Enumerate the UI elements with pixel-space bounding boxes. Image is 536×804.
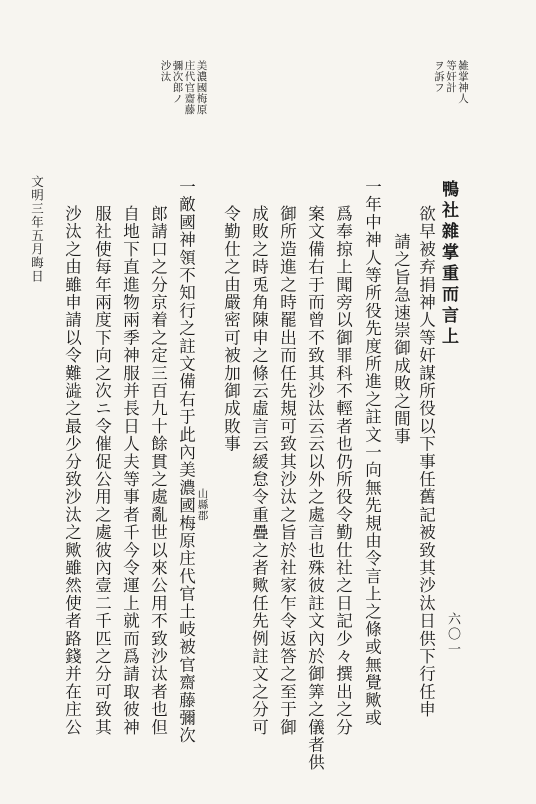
interlinear-note: 山縣郡	[196, 488, 209, 521]
document-title: 鴨社雜掌重而言上	[438, 180, 458, 348]
text-column-12: 服社使每年兩度下向之次ニ令催促公用之處彼內壹二千匹之分可致其	[92, 205, 112, 736]
text-column-9: 一敵國神領不知行之註文備右于此內美濃國梅原庄代官土岐被官齋藤彌次	[176, 178, 196, 745]
text-column-6: 御所造進之時罷出而任先規可致其沙汰之旨於社家乍令返答之至于御	[277, 205, 297, 736]
document-date: 文明三年五月晦日	[29, 175, 45, 283]
margin-note-left-4: 沙汰	[159, 60, 172, 82]
margin-note-right-3: ヲ訴フ	[433, 60, 445, 93]
text-column-7: 成敗之時兎角陳申之條云虛言云緩怠令重疊之者歟任先例註文之分可	[249, 205, 269, 736]
text-column-13: 沙汰之由雖申請以令難澁之最少分致沙汰之歟雖然使者路錢并在庄公	[62, 205, 82, 736]
text-column-3: 一年中神人等所役先度所進之註文一向無先規由令言上之條或無覺歟或	[362, 178, 382, 727]
text-column-1: 欲早被弃捐神人等奸謀所役以下事任舊記被致其沙汰日供下行任申	[416, 205, 436, 719]
text-column-8: 令勤仕之由嚴密可被加御成敗事	[221, 205, 241, 453]
margin-note-left-3: 彌次郎ノ	[171, 60, 184, 104]
margin-note-right-2: 等奸計	[445, 60, 457, 93]
margin-note-left-1: 美濃國梅原	[195, 60, 208, 115]
margin-note-left-2: 庄代官齋藤	[183, 60, 196, 115]
text-column-10: 郎請口之分京着之定三百九十餘貫之處亂世以來公用不致沙汰者也但	[148, 205, 168, 736]
text-column-11: 自地下直進物兩季神服并長日人夫等事者千今令運上就而爲請取彼神	[120, 205, 140, 736]
text-column-5: 案文備右于而曾不致其沙汰云云以外之處言也殊彼註文內於御筭之儀者供	[305, 205, 325, 772]
text-column-2: 請之旨急速崇御成敗之間事	[391, 233, 411, 446]
page-number: 六〇一	[445, 612, 460, 657]
margin-note-right-1: 雑掌神人	[457, 60, 469, 104]
text-column-4: 爲奉掠上聞旁以御罪科不輕者也仍所役令勤仕社之日記少々撰出之分	[333, 205, 353, 736]
